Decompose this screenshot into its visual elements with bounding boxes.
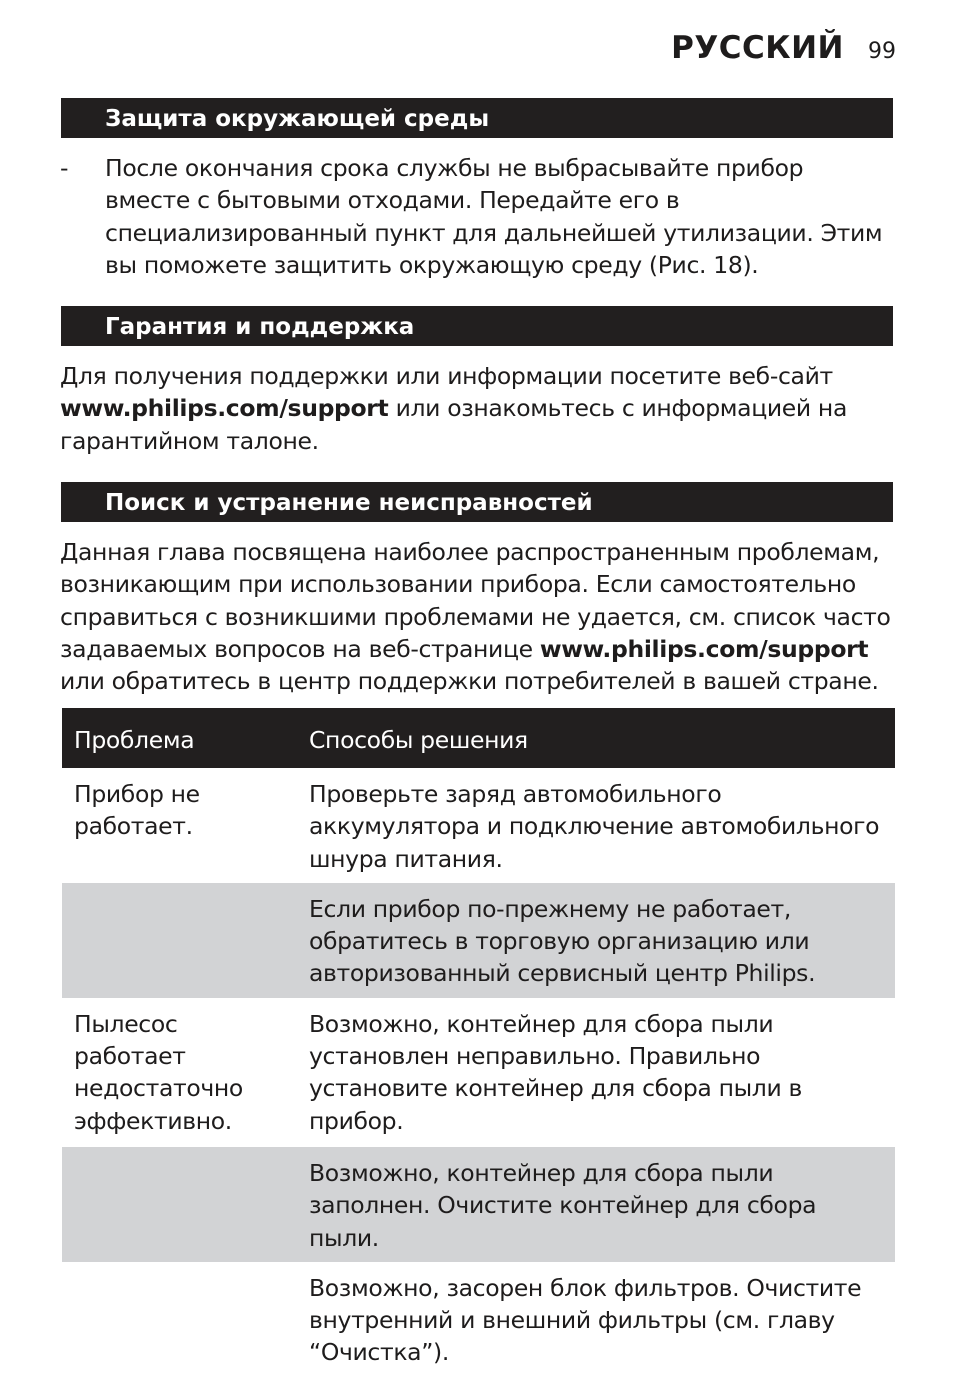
environment-text: После окончания срока службы не выбрасывайте прибор вместе с бытовыми отходами. Передайте его в специализированный пункт для дальнейшей утилизации. Этим вы поможете защитить окружающую среду (Рис. 18). [105, 154, 883, 279]
table-header-row [62, 708, 895, 768]
guarantee-text-before: Для получения поддержки или информации посетите веб-сайт [60, 362, 833, 390]
solution-cell: Если прибор по-прежнему не работает, обратитесь в торговую организацию или авторизованный сервисный центр Philips. [297, 883, 895, 998]
section-heading-environment: Защита окружающей среды [61, 98, 893, 138]
table-row [62, 768, 895, 883]
problem-cell: Пылесос работает недостаточно эффективно. [74, 1009, 243, 1135]
solution-cell: Возможно, контейнер для сбора пыли заполнен. Очистите контейнер для сбора пыли. [297, 1147, 895, 1262]
page-number: 99 [868, 39, 896, 64]
table-row [62, 1262, 895, 1377]
troubleshooting-text-after: или обратитесь в центр поддержки потребителей в вашей стране. [60, 667, 879, 696]
troubleshooting-intro [60, 536, 895, 697]
table-row [62, 1147, 895, 1262]
solution-cell: Проверьте заряд автомобильного аккумулятора и подключение автомобильного шнура питания. [309, 780, 880, 873]
language-label: РУССКИЙ [671, 30, 844, 66]
solution-cell: Возможно, засорен блок фильтров. Очистите внутренний и внешний фильтры (см. главу “Очистка”). [309, 1273, 862, 1367]
solution-cell: Возможно, контейнер для сбора пыли установлен неправильно. Правильно установите контейнер для сбора пыли в прибор. [309, 1009, 803, 1135]
section-heading-troubleshooting: Поиск и устранение неисправностей [61, 482, 893, 522]
table-row [62, 883, 895, 998]
problem-cell [62, 1147, 297, 1262]
problem-cell [62, 883, 297, 998]
problem-cell: Прибор не работает. [74, 780, 200, 841]
guarantee-text-after: или ознакомьтесь с информацией на гарантийном талоне. [60, 394, 848, 455]
support-link[interactable]: www.philips.com/support [539, 634, 869, 663]
table-row [62, 998, 895, 1147]
column-header-problem: Проблема [62, 708, 297, 768]
troubleshooting-table [62, 708, 895, 1377]
problem-cell [62, 1262, 297, 1377]
section-heading-guarantee: Гарантия и поддержка [61, 306, 893, 346]
bullet-dash: - [60, 154, 69, 182]
guarantee-text [60, 360, 860, 457]
column-header-solution: Способы решения [297, 708, 895, 768]
support-link[interactable]: www.philips.com/support [60, 394, 389, 423]
troubleshooting-text-before: Данная глава посвящена наиболее распространенным проблемам, возникающим при использовании прибора. Если самостоятельно справиться с возникшими проблемами не удается, см. список часто задаваемых вопросов на веб-странице [60, 538, 891, 663]
page-header [671, 30, 896, 66]
